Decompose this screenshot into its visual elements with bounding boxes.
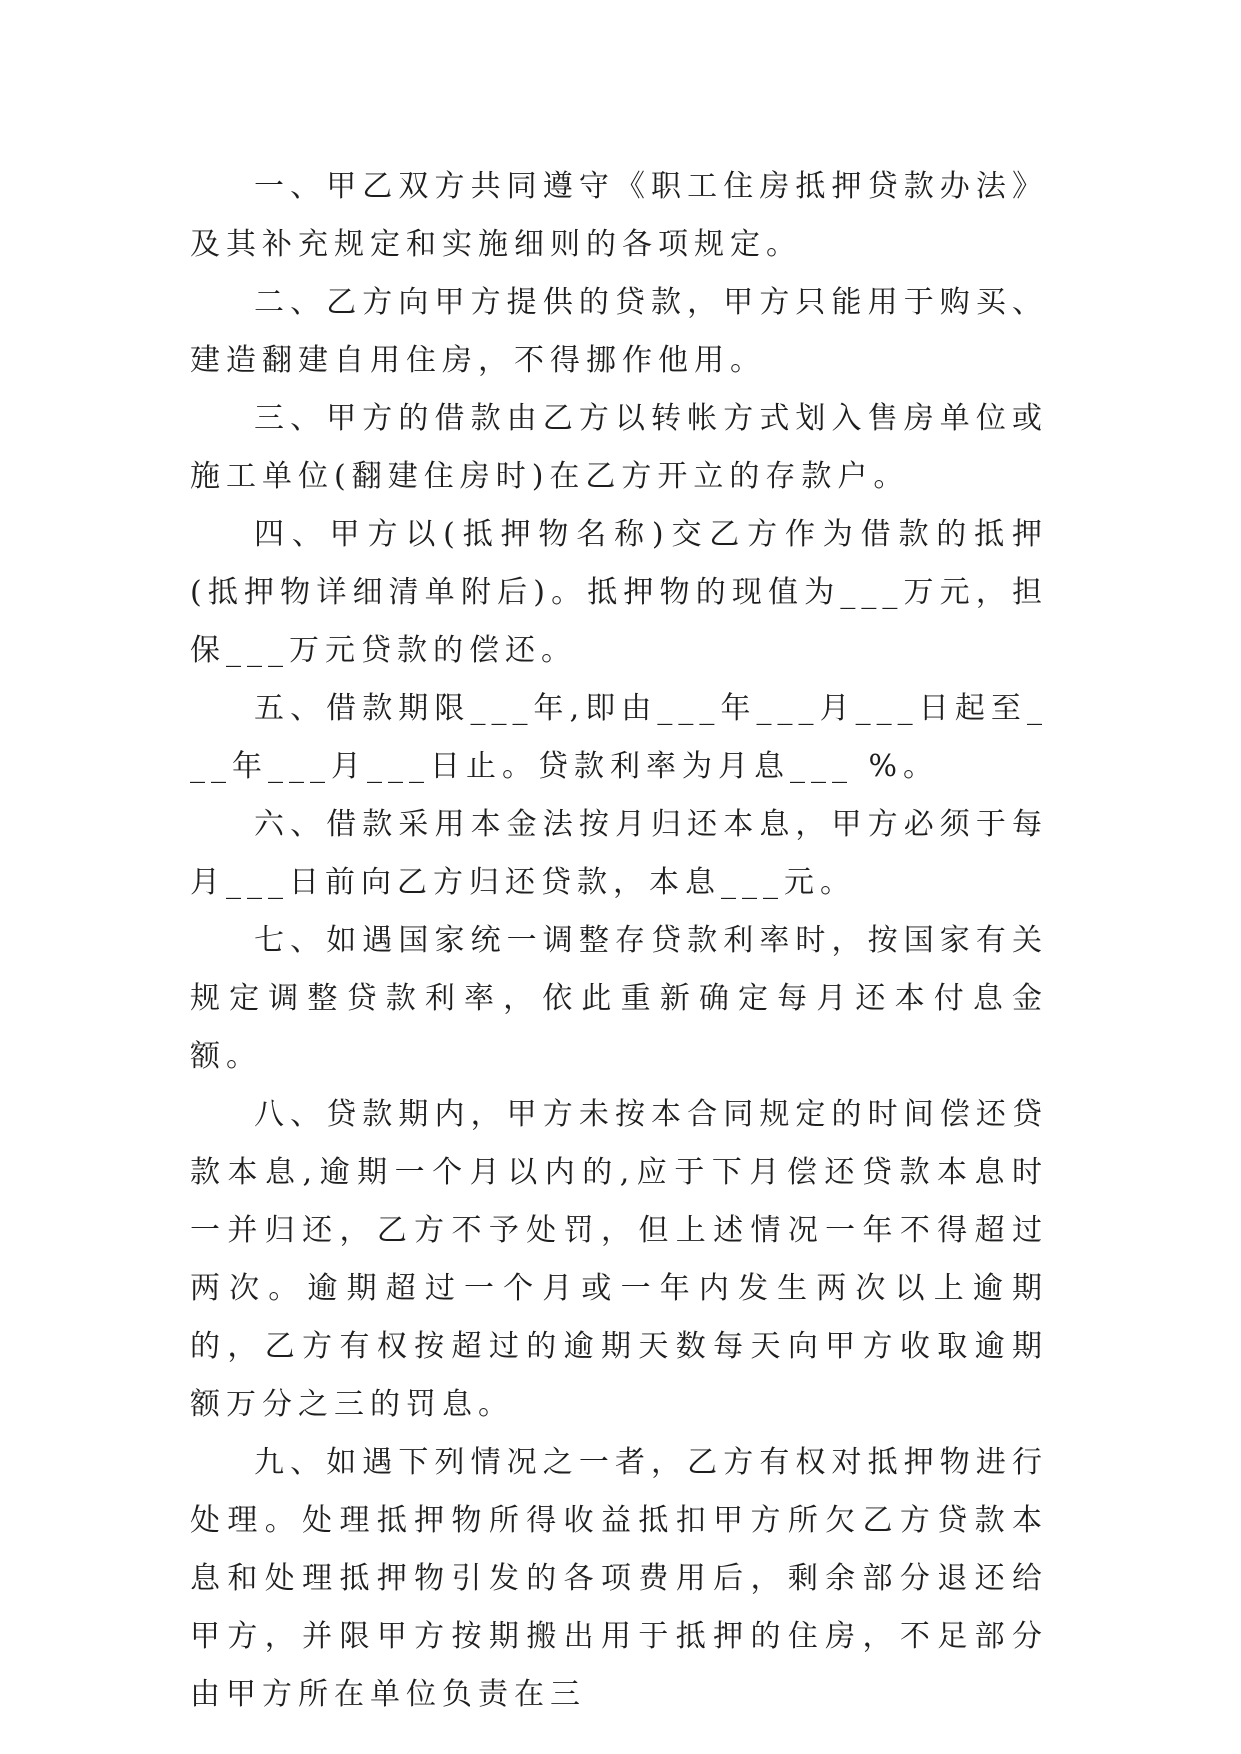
clause-2: 二、乙方向甲方提供的贷款，甲方只能用于购买、建造翻建自用住房，不得挪作他用。 <box>190 285 1048 378</box>
clause-1: 一、甲乙双方共同遵守《职工住房抵押贷款办法》及其补充规定和实施细则的各项规定。 <box>190 169 1048 262</box>
clause-5: 五、借款期限___年,即由___年___月___日起至___年___月___日止。贷款利率为月息___ %。 <box>190 691 1048 784</box>
clause-6: 六、借款采用本金法按月归还本息，甲方必须于每月___日前向乙方归还贷款，本息___元。 <box>190 807 1048 900</box>
clause-4: 四、甲方以(抵押物名称)交乙方作为借款的抵押(抵押物详细清单附后)。抵押物的现值为___万元，担保___万元贷款的偿还。 <box>190 517 1048 668</box>
clause-9: 九、如遇下列情况之一者，乙方有权对抵押物进行处理。处理抵押物所得收益抵扣甲方所欠乙方贷款本息和处理抵押物引发的各项费用后，剩余部分退还给甲方，并限甲方按期搬出用于抵押的住房，不足部分由甲方所在单位负责在三 <box>190 1445 1048 1712</box>
clause-3: 三、甲方的借款由乙方以转帐方式划入售房单位或施工单位(翻建住房时)在乙方开立的存款户。 <box>190 401 1048 494</box>
clause-7: 七、如遇国家统一调整存贷款利率时，按国家有关规定调整贷款利率，依此重新确定每月还本付息金额。 <box>190 923 1048 1074</box>
clause-8: 八、贷款期内，甲方未按本合同规定的时间偿还贷款本息,逾期一个月以内的,应于下月偿还贷款本息时一并归还，乙方不予处罚，但上述情况一年不得超过两次。逾期超过一个月或一年内发生两次以上逾期的，乙方有权按超过的逾期天数每天向甲方收取逾期额万分之三的罚息。 <box>190 1097 1048 1422</box>
document-body <box>190 158 1048 1724</box>
